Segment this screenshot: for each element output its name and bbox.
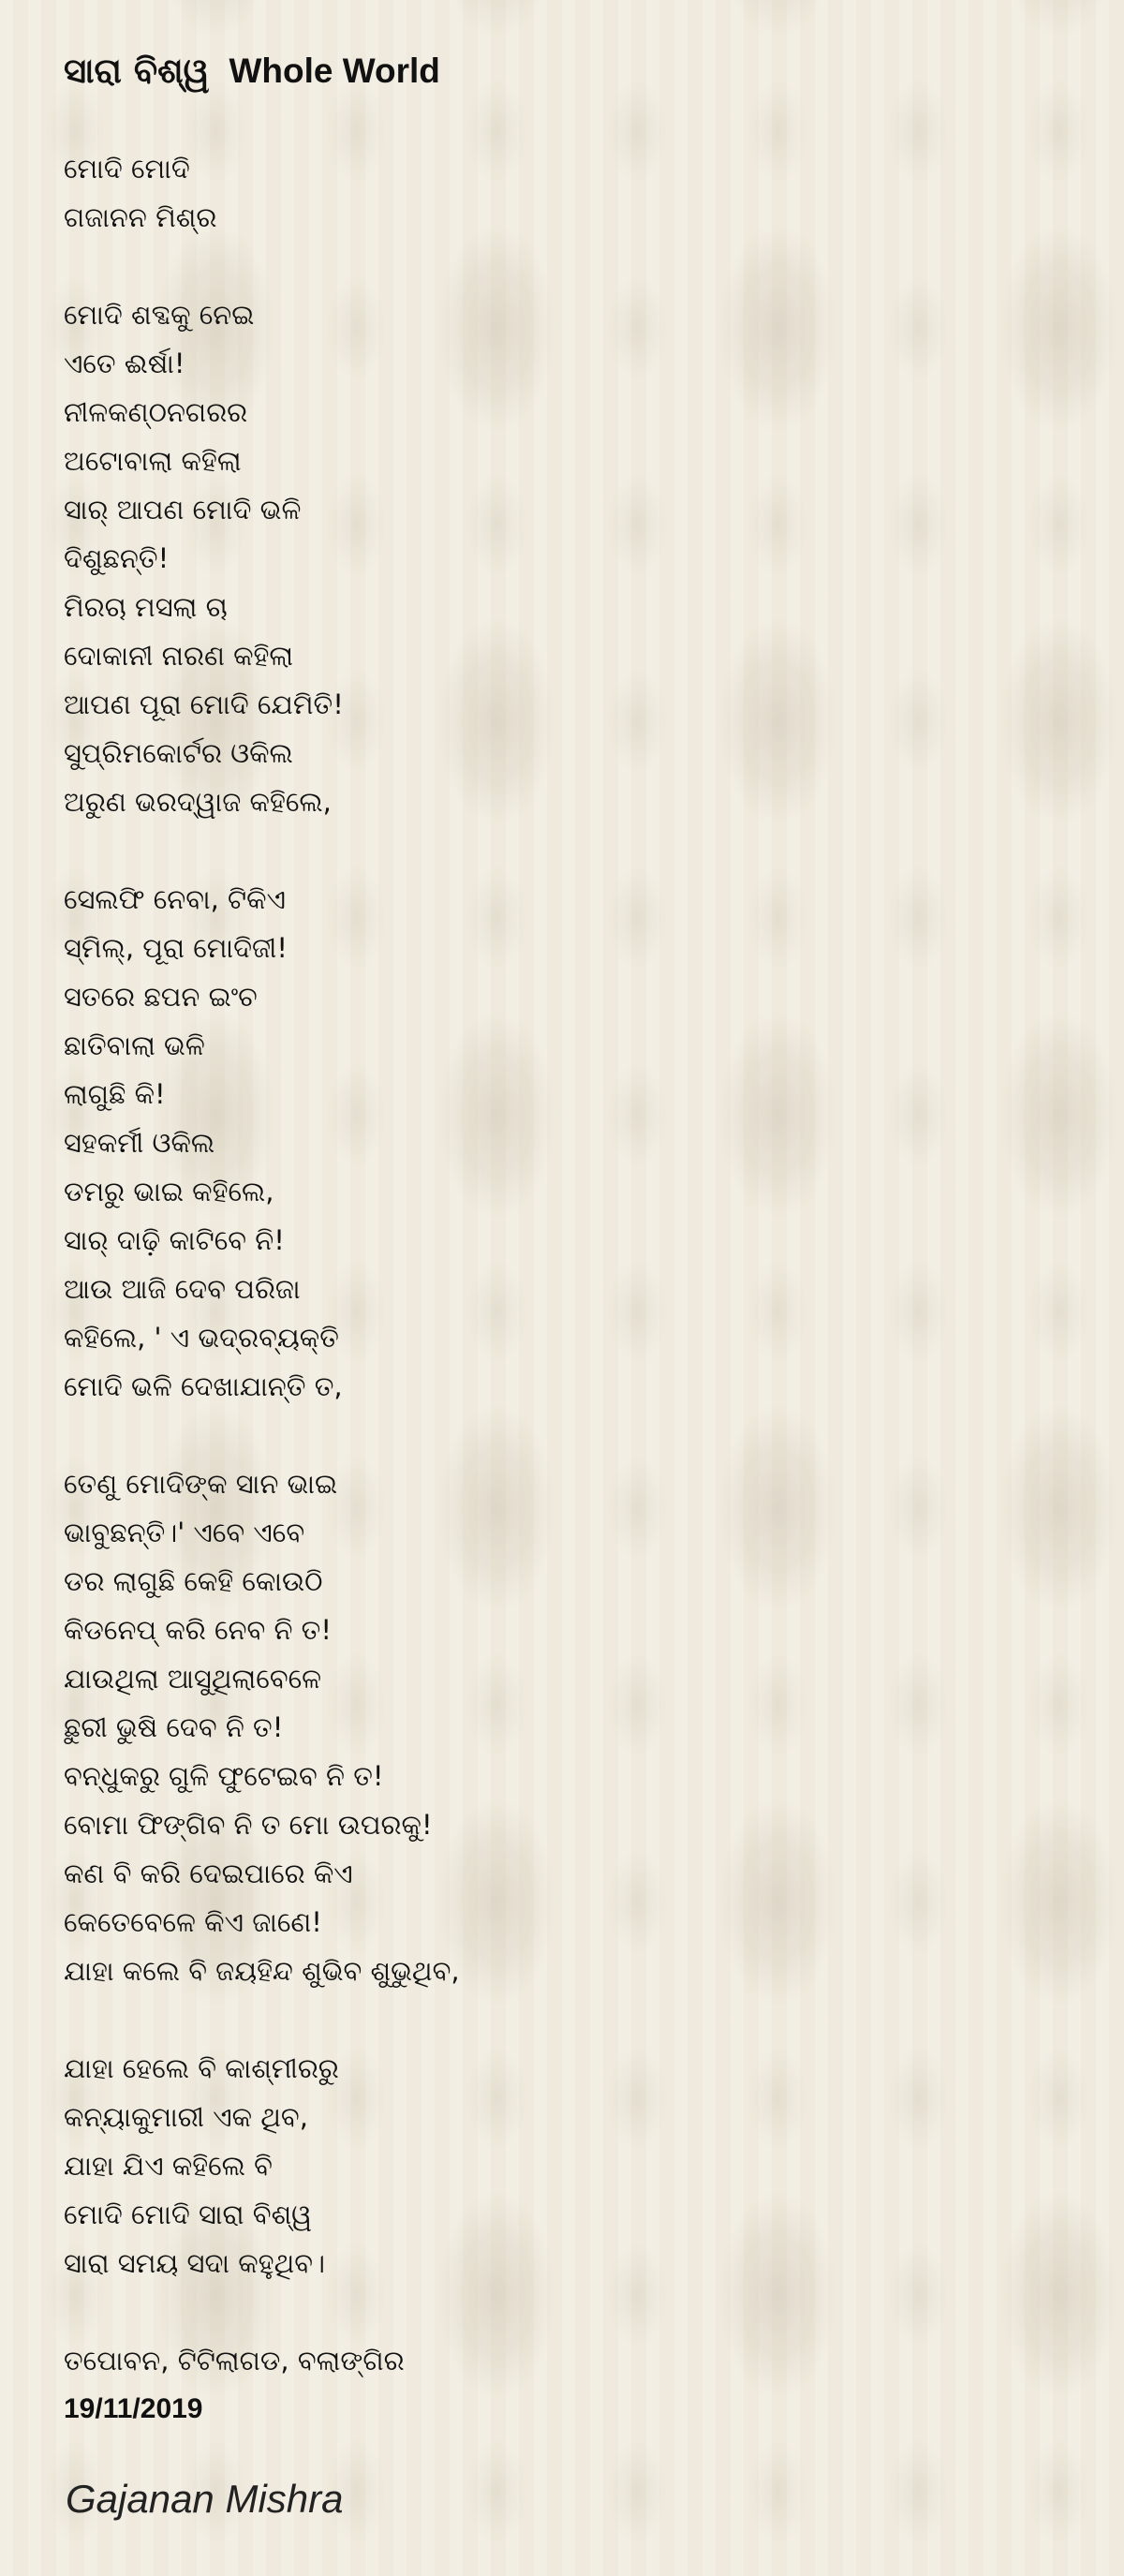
- poem-line: ଡମରୁ ଭାଇ କହିଲେ,: [64, 1176, 274, 1207]
- poem-title: [64, 45, 1057, 97]
- poem-line: ଛୁରୀ ଭୁଷି ଦେବ ନି ତ!: [64, 1711, 284, 1743]
- poem-line: ସ୍ମିଲ୍, ପୂରା ମୋଦିଜୀ!: [64, 932, 288, 964]
- poem-line: ସେଲଫି ନେବା, ଟିକିଏ: [64, 883, 286, 915]
- stanza-break: [64, 826, 1057, 875]
- poem-line: ତେଣୁ ମୋଦିଙ୍କ ସାନ ଭାଇ: [64, 1468, 338, 1500]
- poem-line: ଆପଣ ପୂରା ମୋଦି ଯେମିତି!: [64, 688, 344, 720]
- poem-line: ଗଜାନନ ମିଶ୍ର: [64, 201, 217, 233]
- poem-line: ଯାହା ଯିଏ କହିଲେ ବି: [64, 2150, 273, 2182]
- poem-line: ଆଉ ଆଜି ଦେବ ପରିଜା: [64, 1273, 301, 1305]
- poem-title-odia: ସାରା ବିଶ୍ୱ: [64, 51, 210, 91]
- poem-line: ମିରଚା ମସଲା ଚା: [64, 591, 228, 623]
- poem-line: ସତରେ ଛପନ ଇଂଚ: [64, 981, 258, 1013]
- poem-line: କହିଲେ, ' ଏ ଭଦ୍ରବ୍ୟକ୍ତି: [64, 1322, 339, 1354]
- poem-line: ଅଟୋବାଲା କହିଲା: [64, 445, 242, 477]
- poem-body: [64, 144, 1057, 2385]
- poem-line: କେତେବେଳେ କିଏ ଜାଣେ!: [64, 1906, 322, 1938]
- poem-line: ଛାତିବାଲା ଭଳି: [64, 1029, 205, 1061]
- poem-line: ମୋଦି ମୋଦି ସାରା ବିଶ୍ୱ: [64, 2198, 313, 2230]
- poem-line: କଣ ବି କରି ଦେଇପାରେ କିଏ: [64, 1858, 353, 1889]
- stanza-break: [64, 242, 1057, 290]
- stanza-break: [64, 1995, 1057, 2044]
- poem-date: 19/11/2019: [64, 2393, 203, 2424]
- poem-line: ଅରୁଣ ଭରଦ୍ୱାଜ କହିଲେ,: [64, 786, 332, 818]
- poem-line: ସହକର୍ମୀ ଓକିଲ: [64, 1127, 215, 1159]
- poem-line: ମୋଦି ଭଳି ଦେଖାଯାନ୍ତି ତ,: [64, 1370, 343, 1402]
- poem-page: [64, 45, 1057, 2434]
- poem-line: ନୀଳକଣ୍ଠନଗରର: [64, 396, 248, 428]
- poem-line: ସୁପ୍ରିମକୋର୍ଟର ଓକିଲ: [64, 737, 293, 769]
- stanza-break: [64, 2287, 1057, 2336]
- poem-line: ସାର୍ ଦାଢ଼ି କାଟିବେ ନି!: [64, 1224, 285, 1256]
- poem-line: ସାରା ସମୟ ସଦା କହୁଥିବ।: [64, 2247, 326, 2279]
- poem-line: ଡର ଲାଗୁଛି କେହି କୋଉଠି: [64, 1565, 323, 1597]
- poem-line: ଯାହା କଲେ ବି ଜୟହିନ୍ଦ ଶୁଭିବ ଶୁଭୁଥିବ,: [64, 1955, 460, 1987]
- poem-line: ଦିଶୁଛନ୍ତି!: [64, 542, 170, 574]
- poem-line: ଯାହା ହେଲେ ବି କାଶ୍ମୀରରୁ: [64, 2052, 339, 2084]
- poem-line: କନ୍ୟାକୁମାରୀ ଏକ ଥିବ,: [64, 2101, 308, 2133]
- stanza-break: [64, 1411, 1057, 1459]
- poem-line: ମୋଦି ମୋଦି: [64, 153, 190, 185]
- author-signature: Gajanan Mishra: [66, 2477, 344, 2521]
- poem-title-english: Whole World: [229, 52, 440, 90]
- poem-line: ଦୋକାନୀ ନାରଣ କହିଲା: [64, 640, 294, 672]
- poem-line: କିଡନେପ୍ କରି ନେବ ନି ତ!: [64, 1614, 332, 1646]
- poem-line: ସାର୍ ଆପଣ ମୋଦି ଭଳି: [64, 494, 302, 526]
- poem-line: ମୋଦି ଶବ୍ଦକୁ ନେଇ: [64, 299, 255, 331]
- poem-line: ତପୋବନ, ଟିଟିଲାଗଡ, ବଲାଙ୍ଗିର: [64, 2345, 405, 2376]
- poem-line: ବୋମା ଫିଙ୍ଗିବ ନି ତ ମୋ ଉପରକୁ!: [64, 1809, 433, 1841]
- poem-line: ଭାବୁଛନ୍ତି।' ଏବେ ଏବେ: [64, 1517, 305, 1548]
- poem-line: ଲାଗୁଛି କି!: [64, 1078, 166, 1110]
- poem-line: ଏତେ ଈର୍ଷା!: [64, 348, 185, 379]
- poem-line: ଯାଉଥିଲା ଆସୁଥିଲାବେଳେ: [64, 1663, 322, 1695]
- poem-line: ବନ୍ଧୁକରୁ ଗୁଳି ଫୁଟେଇବ ନି ତ!: [64, 1760, 384, 1792]
